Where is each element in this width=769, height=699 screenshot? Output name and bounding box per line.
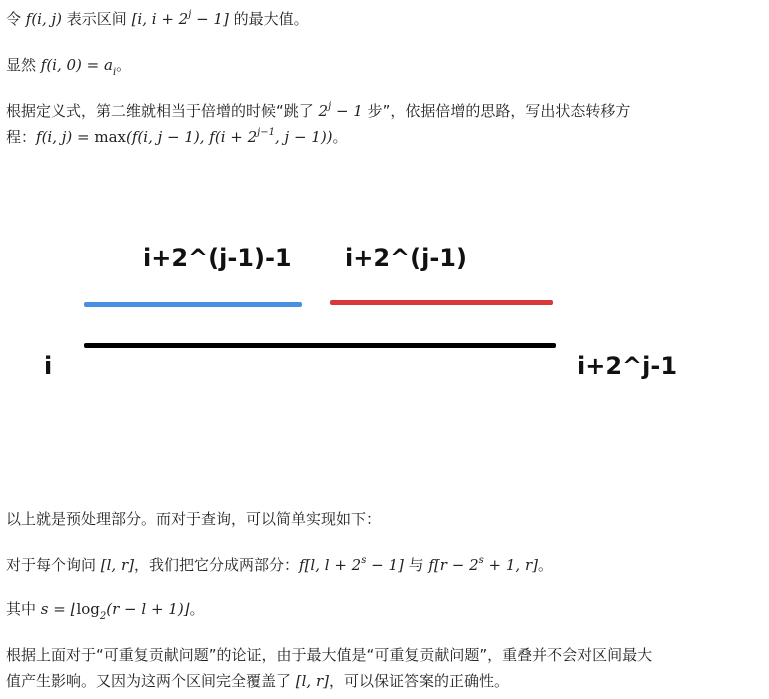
interval-diagram (0, 178, 769, 478)
text: 。 (332, 128, 348, 146)
math-log: log (76, 600, 100, 618)
label-start: i (44, 352, 53, 380)
paragraph-query-split (6, 552, 762, 578)
text: 根据定义式，第二维就相当于倍增的时候“跳了 (6, 102, 319, 120)
text: 与 (403, 556, 429, 574)
label-right-start: i+2^(j-1) (345, 244, 467, 272)
math-part: f[r − 2 (428, 556, 479, 574)
text: 对于每个询问 (6, 556, 101, 574)
math-f-ij: f(i, j) (25, 10, 63, 28)
math-part: f(i, 0) = a (40, 56, 113, 74)
right-half-segment (330, 300, 553, 305)
label-left-end: i+2^(j-1)-1 (143, 244, 292, 272)
math-part: − 1] (366, 556, 404, 574)
text: ，可以保证答案的正确性。 (329, 672, 510, 690)
paragraph-query-intro (6, 506, 762, 532)
left-half-segment (84, 302, 302, 307)
text: 值产生影响。又因为这两个区间完全覆盖了 (6, 672, 296, 690)
text: 表示区间 (62, 10, 132, 28)
math-part: (r − l + 1)⌋ (106, 600, 190, 618)
math-lr: [l, r] (295, 672, 329, 690)
math-sub: i (112, 67, 117, 78)
math-sup: j (328, 101, 332, 112)
text: 。 (189, 600, 205, 618)
full-interval-segment (84, 343, 556, 348)
math-base (40, 56, 117, 78)
text: 以上就是预处理部分。而对于查询，可以简单实现如下： (6, 510, 382, 528)
text: 显然 (6, 56, 41, 74)
text: 。 (116, 56, 132, 74)
text: 的最大值。 (228, 10, 309, 28)
math-s (40, 600, 190, 622)
paragraph-s-definition (6, 596, 762, 622)
text: 程： (6, 128, 37, 146)
math-part: − 1 (331, 102, 363, 120)
math-step (319, 102, 363, 120)
paragraph-line (6, 98, 762, 124)
paragraph-line (6, 124, 762, 150)
text: 其中 (6, 600, 41, 618)
paragraph-definition (6, 6, 762, 32)
math-part: (f(i, j − 1), f(i + 2 (126, 128, 258, 146)
text: 步”，依据倍增的思路，写出状态转移方 (362, 102, 631, 120)
math-sub: 2 (99, 611, 107, 622)
math-part: , j − 1)) (275, 128, 333, 146)
math-recurrence (36, 128, 333, 146)
math-sup: j−1 (257, 127, 275, 138)
paragraph-correctness (6, 642, 762, 694)
math-part: s = ⌊ (40, 600, 77, 618)
math-right-part (428, 556, 538, 574)
math-max: max (94, 128, 127, 146)
label-end: i+2^j-1 (577, 352, 678, 380)
paragraph-transition (6, 98, 762, 150)
math-part: − 1] (191, 10, 229, 28)
math-query: [l, r] (100, 556, 134, 574)
text: ，我们把它分成两部分： (134, 556, 300, 574)
math-part: 2 (318, 102, 329, 120)
paragraph-line (6, 668, 762, 694)
math-left-part (299, 556, 404, 574)
math-part: f[l, l + 2 (299, 556, 362, 574)
paragraph-line: 根据上面对于“可重复贡献问题”的论证，由于最大值是“可重复贡献问题”，重叠并不会对区间最大 (6, 646, 653, 664)
math-interval (132, 10, 229, 28)
math-part: [i, i + 2 (131, 10, 189, 28)
math-part: f(i, j) = (36, 128, 95, 146)
text: 。 (537, 556, 553, 574)
paragraph-base-case (6, 52, 762, 78)
math-part: + 1, r] (483, 556, 538, 574)
text: 令 (6, 10, 26, 28)
math-sup: j (188, 9, 192, 20)
math-sup: s (478, 555, 484, 566)
math-sup: s (361, 555, 367, 566)
